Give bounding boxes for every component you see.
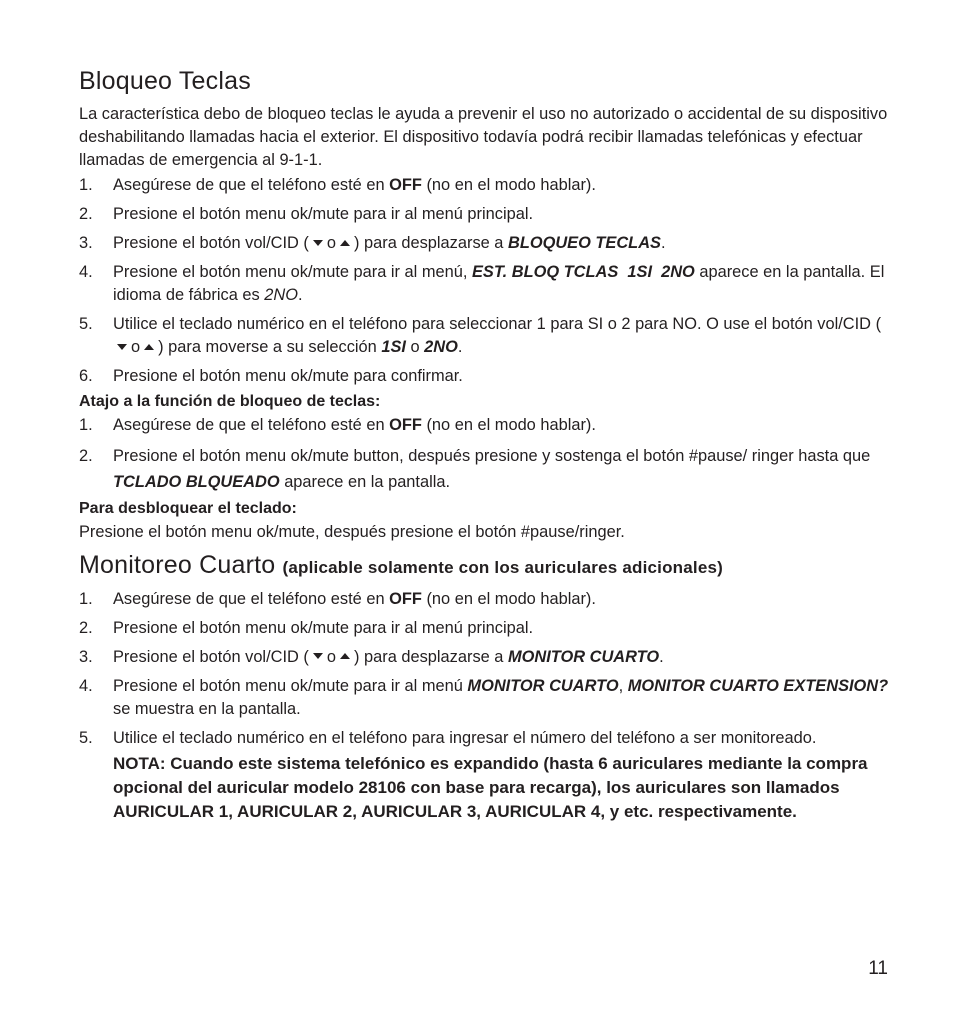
unlock-heading: Para desbloquear el teclado: — [79, 500, 297, 518]
section-title-bloqueo-teclas: Bloqueo Teclas — [79, 67, 251, 95]
arrow-up-icon — [340, 653, 350, 659]
arrow-down-icon — [117, 344, 127, 350]
intro-paragraph: La característica debo de bloqueo teclas le ayuda a prevenir el uso no autorizado o accidental de su dispositivo deshabilitando llamadas hacia el exterior. El dispositivo todavía podrá recibir llamadas telefónicas y efectuar llamadas de emergencia al 9-1-1. — [79, 105, 888, 170]
arrow-down-icon — [313, 653, 323, 659]
arrow-down-icon — [313, 240, 323, 246]
section-title-monitoreo-cuarto: Monitoreo Cuarto (aplicable solamente con los auriculares adicionales) — [79, 551, 723, 580]
unlock-text: Presione el botón menu ok/mute, después presione el botón #pause/ringer. — [79, 523, 625, 542]
shortcut-heading: Atajo a la función de bloqueo de teclas: — [79, 393, 381, 411]
list-item: 1. Asegúrese de que el teléfono esté en OFF (no en el modo hablar). — [79, 416, 596, 435]
list-item: 4. Presione el botón menu ok/mute para ir al menú MONITOR CUARTO, MONITOR CUARTO EXTENSION? se muestra en la pantalla. — [79, 676, 889, 718]
shortcut-steps-list — [79, 414, 889, 495]
note-text: NOTA: Cuando este sistema telefónico es expandido (hasta 6 auriculares mediante la compra opcional del auricular modelo 28106 con base para recarga), los auriculares son llamados AURICULAR 1, AURICULAR 2, AURICULAR 3, AURICULAR 4, y etc. respectivamente. — [113, 753, 868, 821]
section-subtitle: (aplicable solamente con los auriculares adicionales) — [282, 558, 723, 578]
list-item: 6. Presione el botón menu ok/mute para confirmar. — [79, 367, 463, 386]
list-item: 3. Presione el botón vol/CID ( o ) para desplazarse a BLOQUEO TECLAS. — [79, 234, 666, 253]
monitoreo-steps-list — [79, 588, 889, 750]
list-item: 5. Utilice el teclado numérico en el teléfono para ingresar el número del teléfono a ser monitoreado. — [79, 728, 817, 747]
list-item: 2. Presione el botón menu ok/mute para ir al menú principal. — [79, 618, 534, 637]
list-item: 2. Presione el botón menu ok/mute button, después presione y sostenga el botón #pause/ ringer hasta que TCLADO BLQUEADO aparece en la pantalla. — [79, 447, 871, 492]
arrow-up-icon — [340, 240, 350, 246]
list-item: 3. Presione el botón vol/CID ( o ) para desplazarse a MONITOR CUARTO. — [79, 647, 664, 666]
list-item: 4. Presione el botón menu ok/mute para ir al menú, EST. BLOQ TCLAS 1SI 2NO aparece en la pantalla. El idioma de fábrica es 2NO. — [79, 263, 885, 305]
bloqueo-steps-list — [79, 174, 889, 388]
page-number: 11 — [868, 958, 888, 979]
list-item: 5. Utilice el teclado numérico en el teléfono para seleccionar 1 para SI o 2 para NO. O use el botón vol/CID (o ) para moverse a su selección 1SI o 2NO. — [79, 315, 882, 357]
arrow-up-icon — [144, 344, 154, 350]
list-item: 2. Presione el botón menu ok/mute para ir al menú principal. — [79, 205, 534, 224]
list-item: 1. Asegúrese de que el teléfono esté en OFF (no en el modo hablar). — [79, 589, 596, 608]
page-content — [79, 66, 889, 824]
list-item: 1. Asegúrese de que el teléfono esté en OFF (no en el modo hablar). — [79, 176, 596, 195]
